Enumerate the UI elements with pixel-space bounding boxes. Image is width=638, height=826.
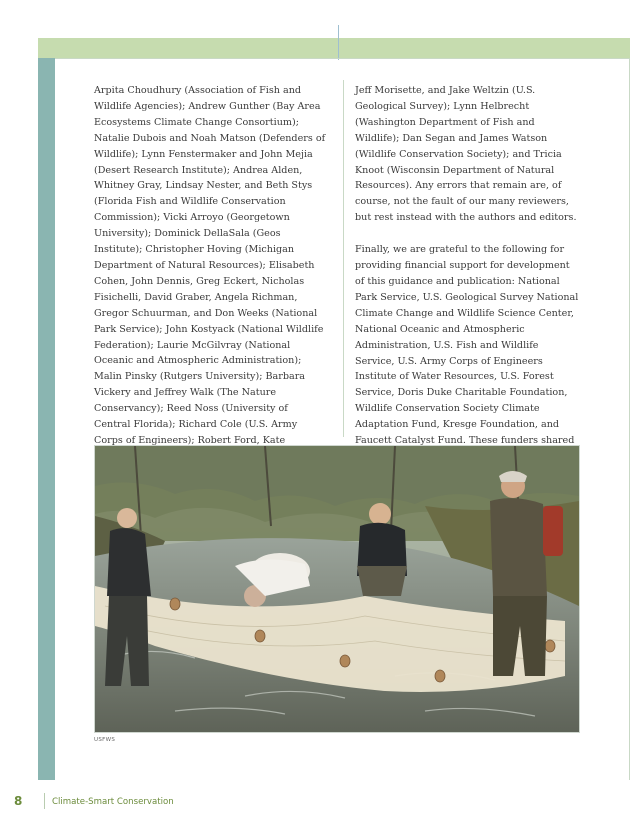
river-seining-illustration (95, 446, 579, 732)
photo-credit: USFWS (94, 737, 116, 743)
footer-separator (44, 793, 45, 809)
header-divider (338, 25, 339, 60)
acknowledgments-continued-paragraph: Jeff Morisette, and Jake Weltzin (U.S. Geological Survey); Lynn Helbrecht (Washington Department of Fish and Wildlife); Dan Segan and James Watson (Wildlife Conservation Society); and Tricia Knoot (Wisconsin Department of Natural Resources). Any errors that remain are, of course, not the fault of our many reviewers, but rest instead with the authors and editors. (355, 85, 577, 224)
sidebar-bar (38, 58, 55, 780)
publication-title: Climate-Smart Conservation (52, 797, 174, 807)
page-number: 8 (14, 794, 23, 808)
field-photo (94, 445, 580, 733)
funders-paragraph: Finally, we are grateful to the following for providing financial support for development of this guidance and publication: National Park Service, U.S. Geological Survey National Climate Change and Wildlife Science Center, National Oceanic and Atmospheric Administration, U.S. Fish and Wildlife Service, U.S. Army Corps of Engineers Institute of Water Resources, U.S. Forest Service, Doris Duke Charitable Foundation, Wildlife Conservation Society Climate Adaptation Fund, Kresge Foundation, and Faucett Catalyst Fund. These funders shared (355, 244, 579, 447)
header-band (38, 38, 630, 58)
acknowledgments-paragraph: Arpita Choudhury (Association of Fish and Wildlife Agencies); Andrew Gunther (Bay Area Ecosystems Climate Change Consortium); Natalie Dubois and Noah Matson (Defenders of Wildlife); Lynn Fenstermaker and John Mejia (Desert Research Institute); Andrea Alden, Whitney Gray, Lindsay Nester, and Beth Stys (Florida Fish and Wildlife Conservation Commission); Vicki Arroyo (Georgetown University); Dominick DellaSala (Geos Institute); Christopher Hoving (Michigan Department of Natural Resources); Elisabeth Cohen, John Dennis, Greg Eckert, Nicholas Fisichelli, David Graber, Angela Richman, Gregor Schuurman, and Don Weeks (National Park Service); John Kostyack (National Wildlife Federation); Laurie McGilvray (National Oceanic and Atmospheric Administration); Malin Pinsky (Rutgers University); Barbara Vickery and Jeffrey Walk (The Nature Conservancy); Reed Noss (University of Central Florida); Richard Cole (U.S. Army Corps of Engineers); Robert Ford, Kate (94, 85, 326, 446)
column-divider (343, 80, 344, 437)
